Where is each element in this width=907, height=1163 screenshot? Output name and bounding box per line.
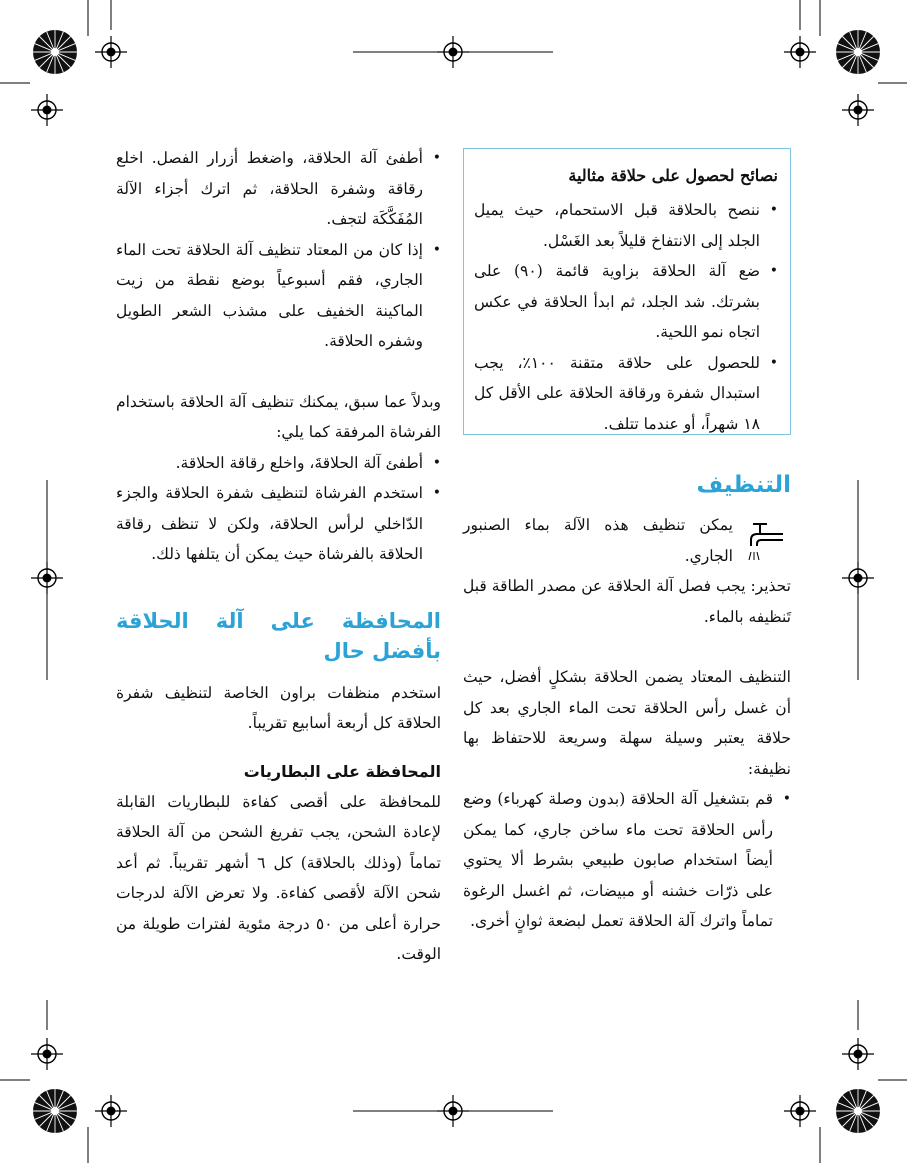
registration-crosshair-icon <box>95 36 127 68</box>
registration-crosshair-icon <box>437 1095 469 1127</box>
registration-crosshair-icon <box>842 94 874 126</box>
list-item: • ننصح بالحلاقة قبل الاستحمام، حيث يميل الجلد إلى الانتفاخ قليلاً بعد الغَسْل. <box>474 195 778 256</box>
registration-crosshair-icon <box>842 1038 874 1070</box>
registration-crosshair-icon <box>31 94 63 126</box>
registration-crosshair-icon <box>95 1095 127 1127</box>
registration-sunburst-icon <box>33 30 77 74</box>
registration-sunburst-icon <box>33 1089 77 1133</box>
tap-text: يمكن تنظيف هذه الآلة بماء الصنبور الجاري. <box>463 516 733 565</box>
cleaning-paragraph: التنظيف المعتاد يضمن الحلاقة بشكلٍ أفضل، حيث أن غسل رأس الحلاقة تحت الماء الجاري بعد كل حلاقة يعتبر وسيلة سهلة وسريعة للاحتفاظ بها نظيفة: <box>463 668 791 778</box>
cleaning-list <box>463 784 791 937</box>
list-item: • استخدم الفرشاة لتنظيف شفرة الحلاقة والجزء الدّاخلي لرأس الحلاقة، ولكن لا تنظف رقاقة الحلاقة بالفرشاة حيث يمكن أن يتلفها ذلك. <box>116 478 441 570</box>
registration-crosshair-icon <box>842 562 874 594</box>
registration-sunburst-icon <box>836 30 880 74</box>
tap-note <box>463 510 791 571</box>
registration-crosshair-icon <box>437 36 469 68</box>
list-item: • ضع آلة الحلاقة بزاوية قائمة (٩٠) على بشرتك. شد الجلد، ثم ابدأ الحلاقة في عكس اتجاه نمو اللحية. <box>474 256 778 348</box>
cleaning-heading: التنظيف <box>696 472 791 498</box>
water-tap-icon <box>745 516 785 564</box>
registration-sunburst-icon <box>836 1089 880 1133</box>
cleaning-section <box>463 470 791 937</box>
tips-list <box>474 195 778 439</box>
brush-steps-list <box>116 448 441 570</box>
list-item: • أطفئ آلة الحلاقةَ، واخلع رقاقة الحلاقة. <box>116 448 441 479</box>
maintenance-text: استخدم منظفات براون الخاصة لتنظيف شفرة الحلاقة كل أربعة أسابيع تقريباً. <box>116 683 441 732</box>
registration-crosshair-icon <box>31 1038 63 1070</box>
maintenance-heading: المحافظة على آلة الحلاقة بأفضل حال <box>116 608 441 663</box>
cleaning-warning: تحذير: يجب فصل آلة الحلاقة عن مصدر الطاقة قبل تَنظيفه بالماء. <box>463 577 791 626</box>
registration-crosshair-icon <box>784 1095 816 1127</box>
battery-heading: المحافظة على البطاريات <box>243 761 441 781</box>
brush-intro: وبدلاً عما سبق، يمكنك تنظيف آلة الحلاقة باستخدام الفرشاة المرفقة كما يلي: <box>116 392 441 441</box>
cleaning-steps-list <box>116 143 441 357</box>
registration-crosshair-icon <box>784 36 816 68</box>
battery-text: للمحافظة على أقصى كفاءة للبطاريات القابلة لإعادة الشحن، يجب تفريغ الشحن من آلة الحلاقة تماماً (وذلك بالحلاقة) كل ٦ أشهر تقريباً. ثم أعد شحن الآلة لأقصى كفاءة. ولا تعرض الآلة لدرجات حرارة أعلى من ٥٠ درجة مئوية لفترات طويلة من الوقت. <box>116 792 441 963</box>
left-column <box>116 143 441 970</box>
tips-title: نصائح لحصول على حلاقة مثالية <box>568 166 778 185</box>
registration-crosshair-icon <box>31 562 63 594</box>
list-item: • أطفئ آلة الحلاقة، واضغط أزرار الفصل. اخلع رقاقة وشفرة الحلاقة، ثم اترك أجزاء الآلة المُفَكَّكَة لتجف. <box>116 143 441 235</box>
tips-box <box>463 148 791 435</box>
list-item: • للحصول على حلاقة متقنة ١٠٠٪، يجب استبدال شفرة ورقاقة الحلاقة على الأقل كل ١٨ شهراً، أو عندما تتلف. <box>474 348 778 440</box>
list-item: • قم بتشغيل آلة الحلاقة (بدون وصلة كهرباء) وضع رأس الحلاقة تحت ماء ساخن جاري، كما يمكن أيضاً استخدام صابون طبيعي بشرط ألا يحتوي على ذرّات خشنه أو مبيضات، ثم اغسل الرغوة تماماً واترك آلة الحلاقة تعمل لبضعة ثوانٍ أخرى. <box>463 784 791 937</box>
list-item: • إذا كان من المعتاد تنظيف آلة الحلاقة تحت الماء الجاري، فقم أسبوعياً بوضع نقطة من زيت الماكينة الخفيف على مشذب الشعر الطويل وشفره الحلاقة. <box>116 235 441 357</box>
